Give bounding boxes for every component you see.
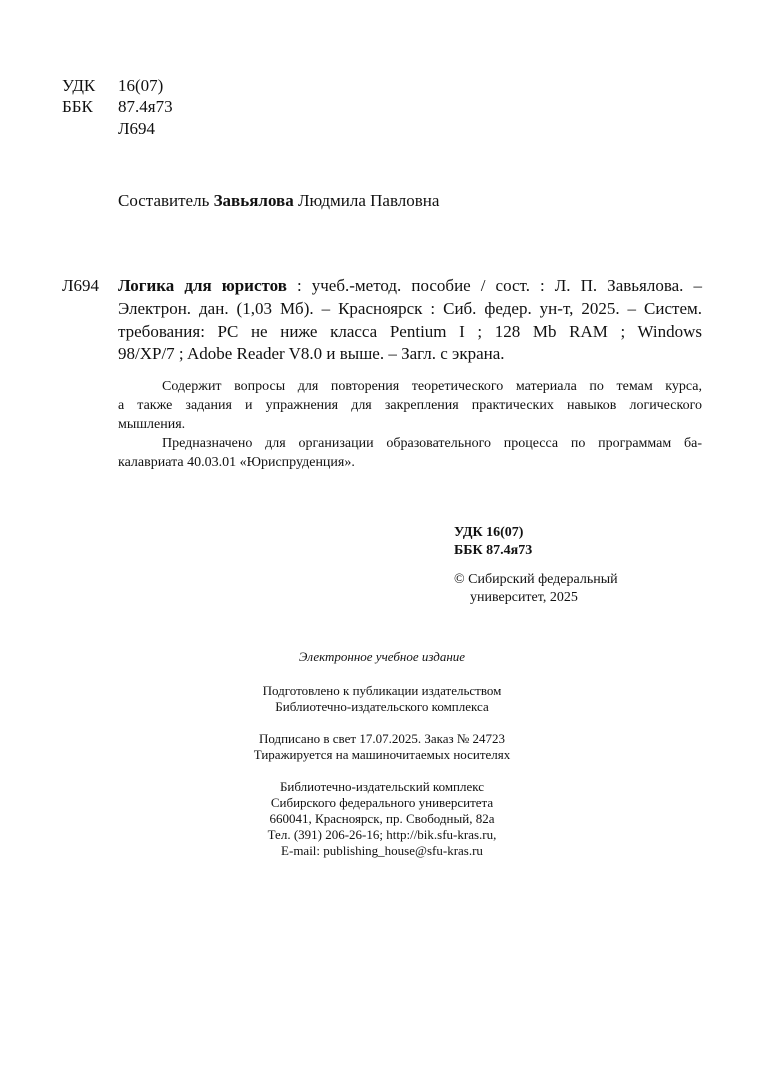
biblio-line-1: [118, 276, 702, 296]
annotation-p1-line-1: Содержит вопросы для повторения теоретического материала по темам курса,: [162, 379, 702, 394]
udk-label: УДК: [62, 76, 96, 95]
publisher-line-1: Библиотечно-издательский комплекс: [279, 779, 485, 794]
biblio-line-2: Электрон. дан. (1,03 Мб). – Красноярск : Сиб. федер. ун-т, 2025. – Систем.: [118, 299, 702, 318]
bbk-value: 87.4я73: [118, 97, 173, 116]
compiler-label: Составитель: [118, 191, 210, 210]
edition-type: Электронное учебное издание: [298, 649, 466, 664]
bbk-label: ББК: [62, 97, 93, 116]
contacts: Тел. (391) 206-26-16; http://bik.sfu-kras.ru,: [267, 827, 497, 842]
biblio-code: Л694: [62, 276, 100, 295]
compiler-name: Людмила Павловна: [297, 191, 440, 210]
biblio-line-3: требования: PC не ниже класса Pentium I ; 128 Mb RAM ; Windows: [118, 322, 702, 341]
annotation-p1-line-2: а также задания и упражнения для закрепления практических навыков логического: [118, 398, 702, 413]
biblio-line-1-rest: : учеб.-метод. пособие / сост. : Л. П. Завьялова. –: [286, 276, 702, 295]
udk-value: 16(07): [118, 76, 164, 95]
email: E-mail: publishing_house@sfu-kras.ru: [281, 843, 483, 858]
biblio-line-4: 98/XP/7 ; Adobe Reader V8.0 и выше. – Загл. с экрана.: [118, 344, 505, 363]
right-udk: УДК 16(07): [454, 525, 524, 540]
author-mark: Л694: [118, 119, 156, 138]
signed-line: Подписано в свет 17.07.2025. Заказ № 24723: [258, 731, 506, 746]
compiler-surname: Завьялова: [213, 191, 294, 210]
address: 660041, Красноярск, пр. Свободный, 82а: [269, 811, 495, 826]
annotation-p1-line-3: мышления.: [118, 417, 186, 432]
prepared-line-2: Библиотечно-издательского комплекса: [275, 699, 489, 714]
compiler-line: [118, 191, 439, 211]
publisher-line-2: Сибирского федерального университета: [270, 795, 494, 810]
copyright-line-1: © Сибирский федеральный: [454, 572, 618, 587]
copyright-line-2: университет, 2025: [470, 590, 578, 605]
right-bbk: ББК 87.4я73: [454, 543, 533, 558]
prepared-line-1: Подготовлено к публикации издательством: [262, 683, 502, 698]
annotation-p2-line-1: Предназначено для организации образовательного процесса по программам ба-: [162, 436, 702, 451]
media-line: Тиражируется на машиночитаемых носителях: [253, 747, 511, 762]
annotation-p2-line-2: калавриата 40.03.01 «Юриспруденция».: [118, 455, 355, 470]
book-title: Логика для юристов: [118, 276, 287, 295]
